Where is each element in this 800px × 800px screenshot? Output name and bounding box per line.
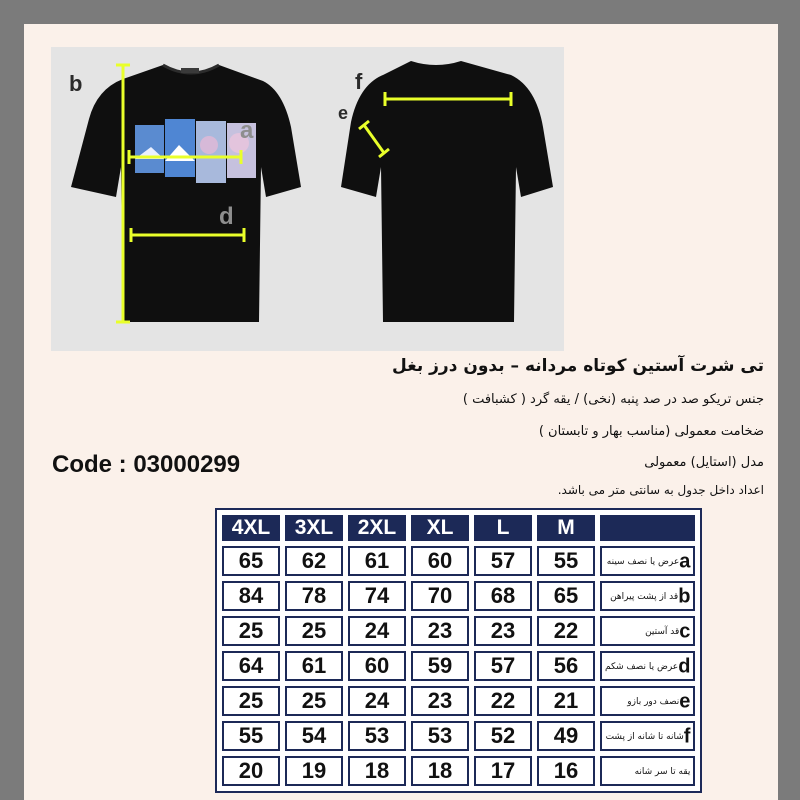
table-row: [222, 581, 695, 611]
row-letter: d: [678, 655, 691, 678]
material-line: جنس تریکو صد در صد پنبه (نخی) / یقه گرد ( کشبافت ): [462, 392, 764, 407]
table-cell: 49: [537, 721, 595, 751]
table-row: [222, 756, 695, 786]
row-label: [600, 721, 695, 751]
table-cell: 23: [411, 686, 469, 716]
row-letter: a: [679, 550, 691, 573]
table-cell: 57: [474, 651, 532, 681]
style-line: مدل (استایل) معمولی: [644, 455, 764, 470]
product-code: Code : 03000299: [52, 451, 241, 478]
table-cell: 24: [348, 616, 406, 646]
table-cell: 60: [348, 651, 406, 681]
table-cell: 60: [411, 546, 469, 576]
table-cell: 78: [285, 581, 343, 611]
table-cell: 25: [285, 686, 343, 716]
row-label: [600, 581, 695, 611]
row-letter: f: [683, 725, 691, 748]
row-letter: c: [679, 620, 691, 643]
row-label-text: عرض یا نصف سینه: [606, 557, 680, 568]
size-header: XL: [411, 515, 469, 541]
table-row: [222, 721, 695, 751]
table-cell: 74: [348, 581, 406, 611]
table-cell: 20: [222, 756, 280, 786]
table-cell: 64: [222, 651, 280, 681]
table-cell: 55: [537, 546, 595, 576]
table-cell: 22: [537, 616, 595, 646]
measure-label-a: a: [240, 117, 254, 144]
table-cell: 23: [474, 616, 532, 646]
measure-label-e: e: [338, 103, 349, 123]
measure-label-b: b: [69, 71, 83, 96]
size-header: 2XL: [348, 515, 406, 541]
table-cell: 52: [474, 721, 532, 751]
table-cell: 61: [285, 651, 343, 681]
thickness-line: ضخامت معمولی (مناسب بهار و تابستان ): [538, 424, 764, 439]
table-cell: 53: [411, 721, 469, 751]
table-cell: 17: [474, 756, 532, 786]
table-cell: 22: [474, 686, 532, 716]
row-letter: b: [678, 585, 691, 608]
table-cell: 84: [222, 581, 280, 611]
measure-label-d: d: [219, 203, 234, 230]
row-label: [600, 686, 695, 716]
tshirt-front-image: [51, 47, 311, 351]
table-cell: 53: [348, 721, 406, 751]
row-label-text: نصف دور بازو: [627, 697, 680, 708]
table-cell: 19: [285, 756, 343, 786]
size-header-row: [222, 515, 695, 541]
table-row: [222, 616, 695, 646]
row-label: [600, 616, 695, 646]
table-cell: 68: [474, 581, 532, 611]
table-cell: 21: [537, 686, 595, 716]
size-table: [215, 508, 702, 793]
table-cell: 24: [348, 686, 406, 716]
table-cell: 18: [411, 756, 469, 786]
product-photo: [51, 47, 564, 351]
table-cell: 25: [222, 686, 280, 716]
table-cell: 25: [222, 616, 280, 646]
table-row: [222, 546, 695, 576]
row-label: [600, 546, 695, 576]
units-note: اعداد داخل جدول به سانتی متر می باشد.: [557, 483, 764, 497]
row-label-text: شانه تا شانه از پشت: [605, 732, 684, 743]
row-label-text: عرض یا نصف شکم: [605, 662, 679, 673]
product-title: تی شرت آستین کوتاه مردانه – بدون درز بغل: [392, 356, 764, 376]
row-label-text: قد از پشت پیراهن: [610, 592, 679, 603]
table-cell: 62: [285, 546, 343, 576]
label-header: [600, 515, 695, 541]
row-label-text: قد آستین: [645, 627, 680, 638]
table-cell: 57: [474, 546, 532, 576]
row-label: [600, 756, 695, 786]
table-cell: 55: [222, 721, 280, 751]
row-letter: e: [679, 690, 691, 713]
measure-label-f: f: [355, 69, 363, 94]
table-cell: 59: [411, 651, 469, 681]
table-cell: 56: [537, 651, 595, 681]
size-header: M: [537, 515, 595, 541]
size-header: 4XL: [222, 515, 280, 541]
table-cell: 65: [537, 581, 595, 611]
table-cell: 25: [285, 616, 343, 646]
table-cell: 23: [411, 616, 469, 646]
row-label-text: یقه تا سر شانه: [634, 767, 691, 778]
table-cell: 65: [222, 546, 280, 576]
table-cell: 61: [348, 546, 406, 576]
table-cell: 54: [285, 721, 343, 751]
table-cell: 16: [537, 756, 595, 786]
table-cell: 18: [348, 756, 406, 786]
table-row: [222, 686, 695, 716]
table-cell: 70: [411, 581, 469, 611]
tshirt-back-image: [311, 47, 564, 351]
size-header: L: [474, 515, 532, 541]
row-label: [600, 651, 695, 681]
table-row: [222, 651, 695, 681]
size-header: 3XL: [285, 515, 343, 541]
